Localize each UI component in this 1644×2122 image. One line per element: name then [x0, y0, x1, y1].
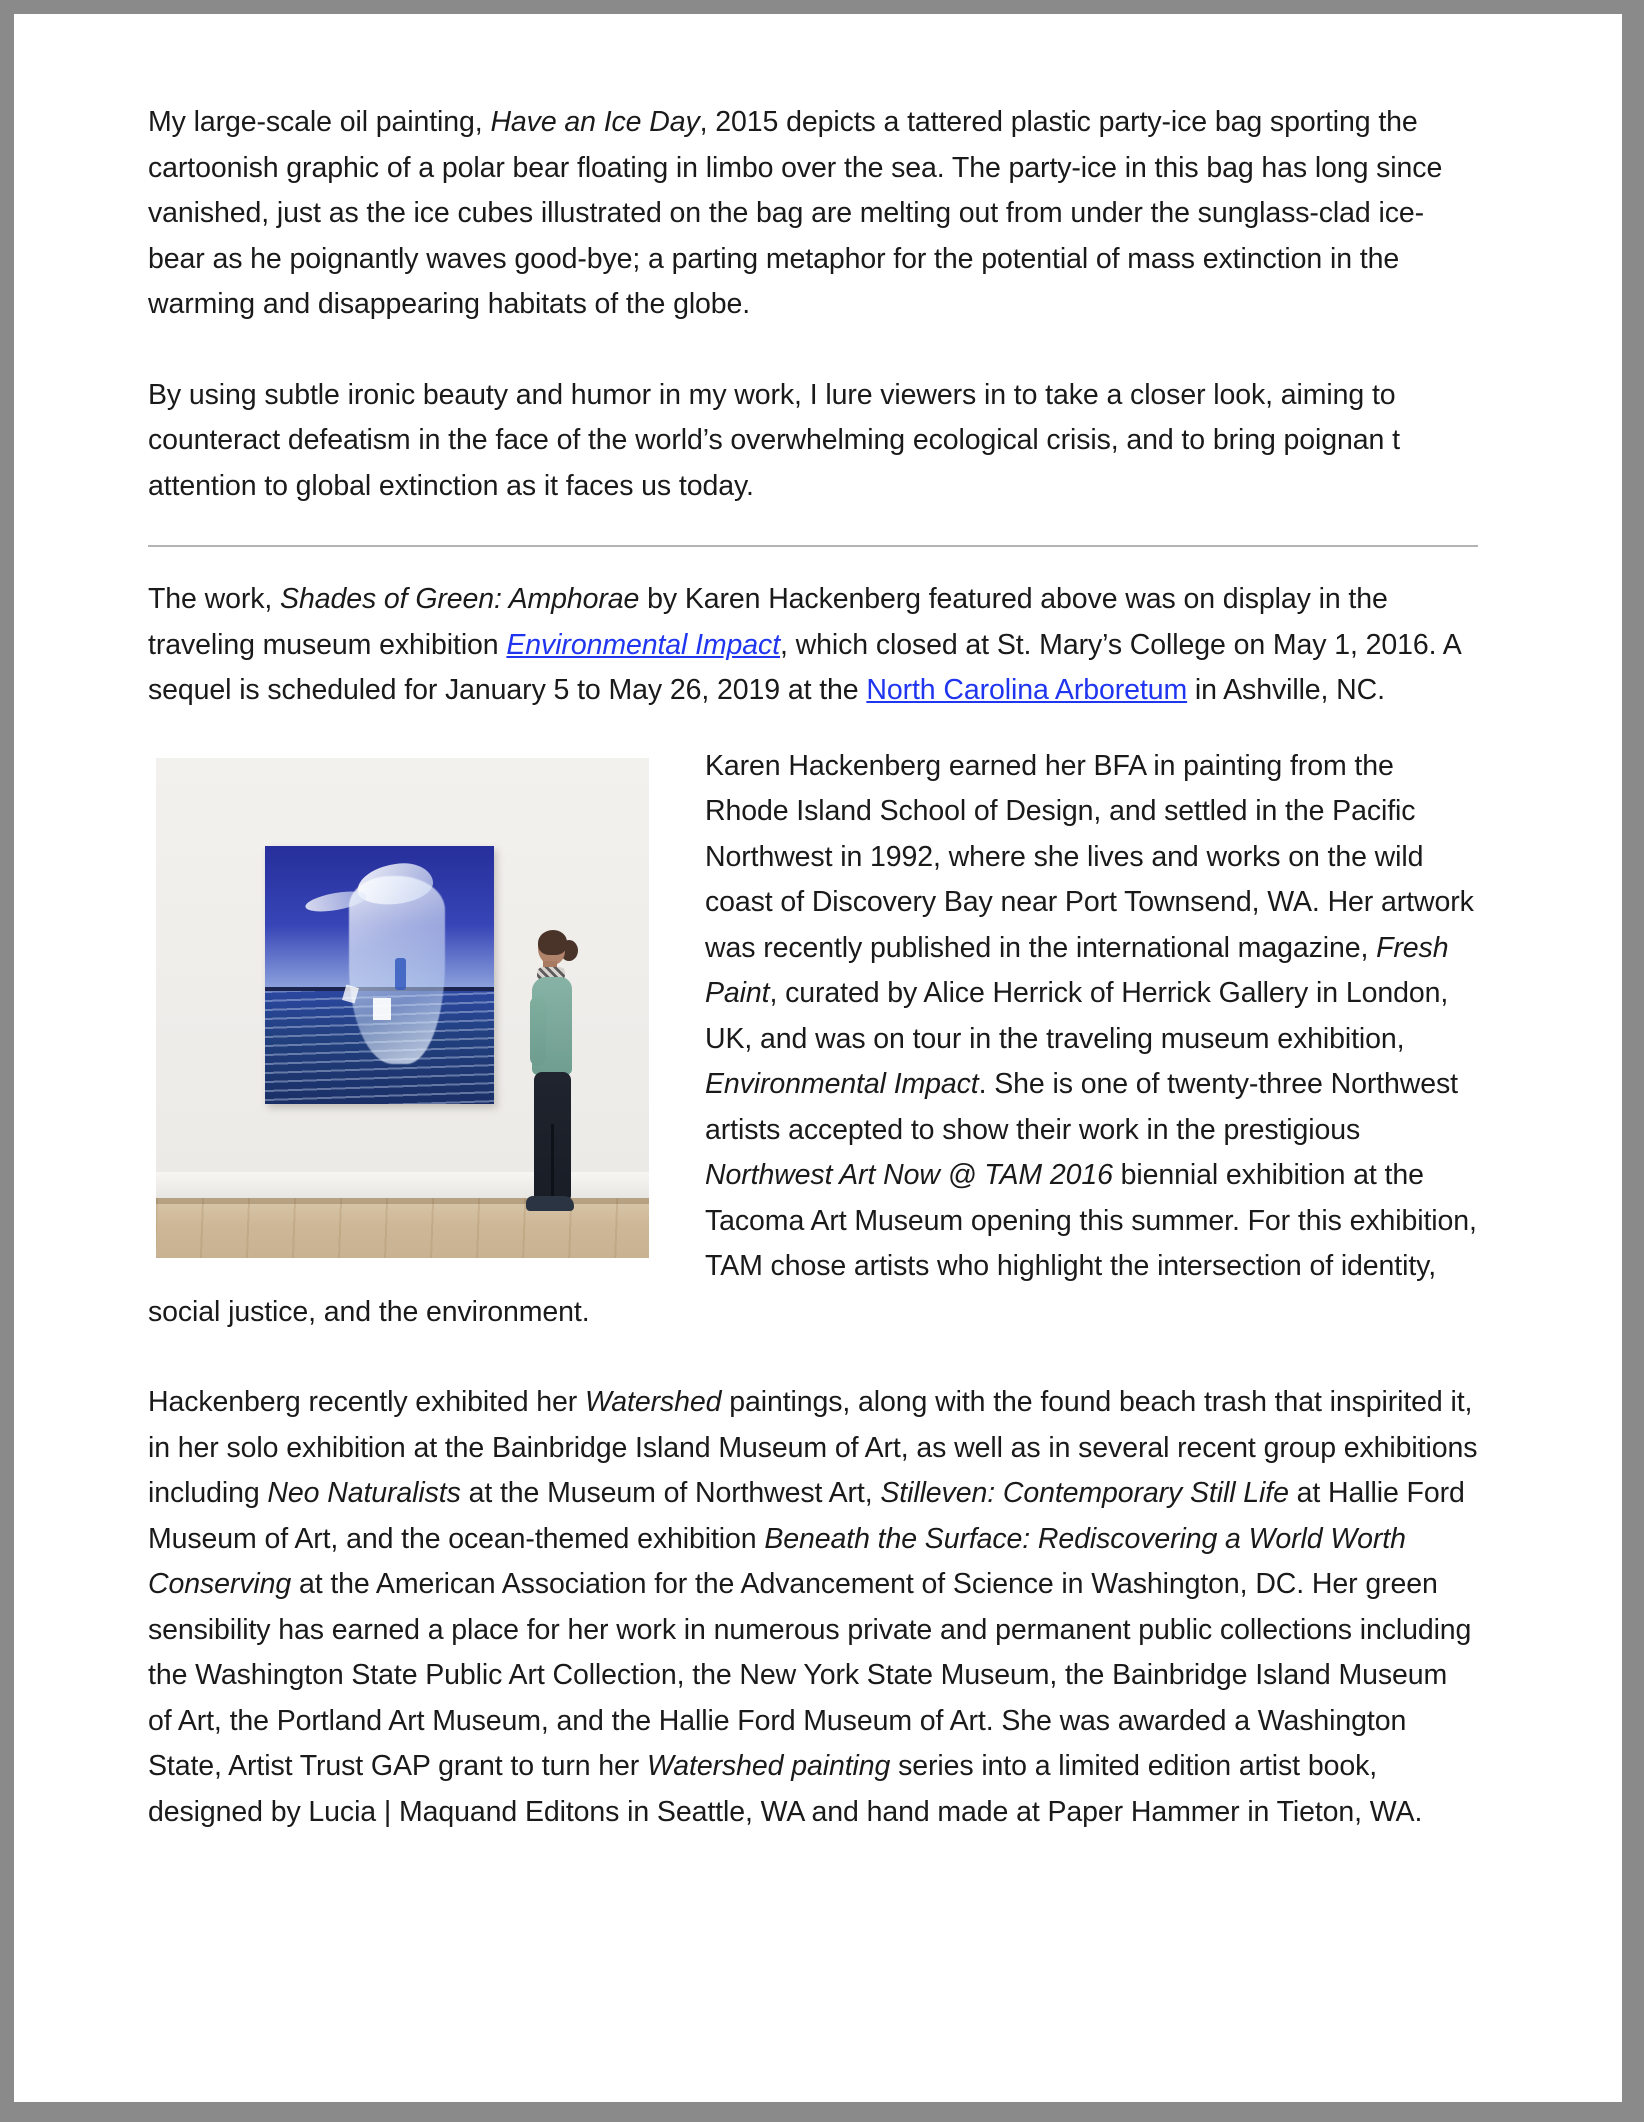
series-title-watershed-painting: Watershed painting: [647, 1750, 891, 1782]
paragraph-spacer: [148, 1335, 1478, 1380]
exhibition-title-northwest-art-now: Northwest Art Now @ TAM 2016: [705, 1159, 1113, 1191]
painting-bag-blue-graphic: [395, 958, 406, 990]
p1-segment-2: , 2015 depicts a tattered plastic party-ice bag sporting the cartoonish graphic of a polar bear floating in limbo over the sea. The party-ice in this bag has long since vanished, just as the ice cubes illustrated on the bag are melting out from under the sunglass-clad ice-bear as he poignantly waves good-bye; a parting metaphor for the potential of mass extinction in the warming and disappearing habitats of the globe.: [148, 106, 1443, 320]
page-shadow-bottom: [0, 2102, 1644, 2122]
p4-segment-1: Karen Hackenberg earned her BFA in painting from the Rhode Island School of Design, and settled in the Pacific Northwest in 1992, where she lives and works on the wild coast of Discovery Bay near Port Townsend, WA. Her artwork was recently published in the international magazine,: [705, 749, 1474, 964]
gallery-photo-figure: [156, 758, 649, 1258]
link-north-carolina-arboretum[interactable]: North Carolina Arboretum: [866, 674, 1188, 706]
artwork-title-have-an-ice-day: Have an Ice Day: [490, 106, 700, 138]
p2-text: By using subtle ironic beauty and humor in my work, I lure viewers in to take a closer look, aiming to counteract defeatism in the face of the world’s overwhelming ecological crisis, and to bring poignan t attention to global extinction as it faces us today.: [148, 378, 1400, 502]
magazine-title-fresh-paint: Fresh Paint: [705, 931, 1449, 1009]
paragraph-artist-statement-2: [148, 373, 1478, 510]
p4-segment-4: biennial exhibition at the Tacoma Art Museum opening this summer. For this exhibition, TAM chose artists who highlight the intersection of identity, social justice, and the environment.: [148, 1159, 1477, 1328]
section-divider: [148, 545, 1478, 547]
paragraph-exhibitions-collections: [148, 1380, 1478, 1835]
visitor-shoe: [526, 1196, 574, 1211]
page-sheet: [14, 14, 1622, 2102]
visitor-leg-gap: [551, 1124, 554, 1196]
p5-segment-5: at the American Association for the Advancement of Science in Washington, DC. Her green sensibility has earned a place for her work in numerous private and permanent public collections including the Washington State Public Art Collection, the New York State Museum, the Bainbridge Island Museum of Art, the Portland Art Museum, and the Hallie Ford Museum of Art. She was awarded a Washington State, Artist Trust GAP grant to turn her: [148, 1568, 1472, 1782]
paragraph-spacer: [148, 714, 1478, 744]
page-shadow-top: [0, 0, 1644, 14]
p3-segment-4: in Ashville, NC.: [1187, 674, 1385, 706]
exhibition-title-stilleven: Stilleven: Contemporary Still Life: [880, 1477, 1289, 1509]
document-body: [148, 100, 1478, 1835]
p4-segment-2: , curated by Alice Herrick of Herrick Gallery in London, UK, and was on tour in the traveling museum exhibition,: [705, 977, 1449, 1055]
p5-segment-1: Hackenberg recently exhibited her: [148, 1386, 586, 1418]
p5-segment-2: paintings, along with the found beach trash that inspirited it, in her solo exhibition at the Bainbridge Island Museum of Art, as well as in several recent group exhibitions including: [148, 1386, 1478, 1509]
series-title-watershed: Watershed: [585, 1386, 722, 1418]
p1-segment-1: My large-scale oil painting,: [148, 106, 491, 138]
p3-segment-1: The work,: [148, 583, 281, 615]
paragraph-exhibition-info: [148, 577, 1478, 714]
exhibition-title-neo-naturalists: Neo Naturalists: [267, 1477, 461, 1509]
paragraph-artist-statement-1: [148, 100, 1478, 328]
exhibition-title-environmental-impact: Environmental Impact: [705, 1068, 979, 1100]
page-shadow-left: [0, 0, 14, 2122]
gallery-visitor-figure: [516, 934, 592, 1219]
paragraph-spacer: [148, 328, 1478, 373]
figure-and-bio-block: [148, 744, 1478, 1836]
p4-segment-3: . She is one of twenty-three Northwest artists accepted to show their work in the prestigious: [705, 1068, 1458, 1146]
visitor-arm: [530, 996, 546, 1066]
p5-segment-3: at the Museum of Northwest Art,: [460, 1477, 881, 1509]
p5-segment-4: at Hallie Ford Museum of Art, and the ocean-themed exhibition: [148, 1477, 1465, 1555]
painting-bag-label: [373, 998, 391, 1020]
painting-have-an-ice-day: [265, 846, 494, 1104]
exhibition-title-beneath-the-surface: Beneath the Surface: Rediscovering a World Worth Conserving: [148, 1522, 1406, 1600]
p5-segment-6: series into a limited edition artist book, designed by Lucia | Maquand Editons in Seattle, WA and hand made at Paper Hammer in Tieton, WA.: [148, 1750, 1423, 1828]
artwork-title-shades-of-green: Shades of Green: Amphorae: [280, 583, 640, 615]
page-shadow-right: [1622, 0, 1644, 2122]
p3-segment-3: , which closed at St. Mary’s College on May 1, 2016. A sequel is scheduled for January 5 to May 26, 2019 at the: [148, 628, 1461, 706]
visitor-hair: [538, 930, 567, 955]
p3-segment-2: by Karen Hackenberg featured above was on display in the traveling museum exhibition: [148, 583, 1388, 661]
link-environmental-impact[interactable]: Environmental Impact: [506, 628, 781, 661]
